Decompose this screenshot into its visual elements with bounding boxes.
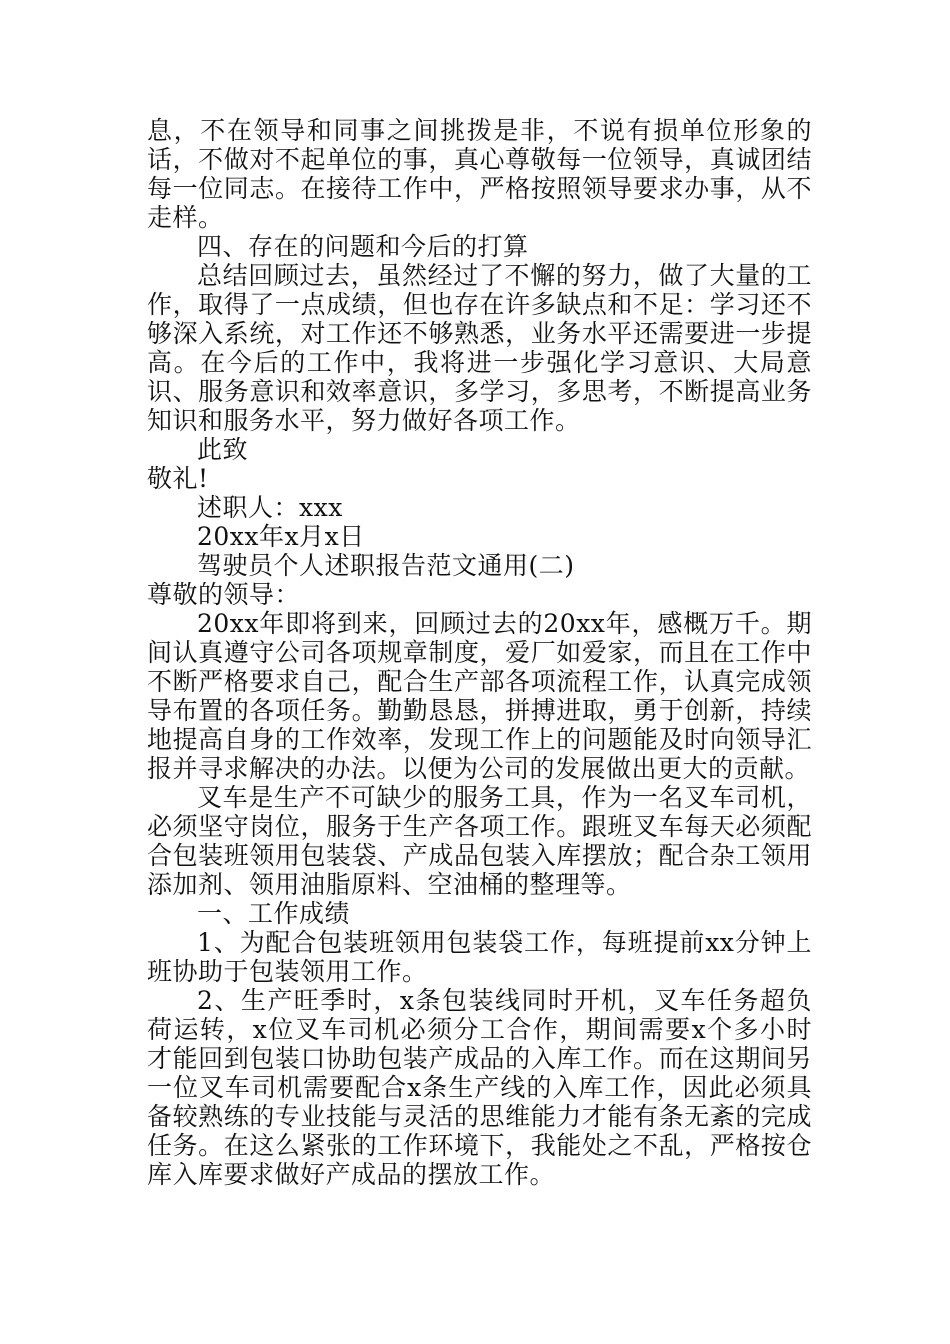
closing-salutation: 此致 (197, 435, 249, 464)
paragraph-summary: 总结回顾过去，虽然经过了不懈的努力，做了大量的工作，取得了一点成绩，但也存在许多缺点和不足：学习还不够深入系统，对工作还不够熟悉，业务水平还需要进一步提高。在今后的工作中，我将进一步强化学习意识、大局意识、服务意识和效率意识，多学习，多思考，不断提高业务知识和服务水平，努力做好各项工作。 (147, 261, 812, 435)
paragraph-forklift: 叉车是生产不可缺少的服务工具，作为一名叉车司机，必须坚守岗位，服务于生产各项工作。跟班叉车每天必须配合包装班领用包装袋、产成品包装入库摆放；配合杂工领用添加剂、领用油脂原料、空油桶的整理等。 (147, 783, 812, 899)
signature-reporter: 述职人：xxx (197, 493, 343, 522)
closing-respect: 敬礼! (147, 464, 209, 493)
signature-date: 20xx年x月x日 (197, 522, 365, 551)
section-heading-1: 一、工作成绩 (197, 899, 351, 928)
list-item-2: 2、生产旺季时，x条包装线同时开机，叉车任务超负荷运转，x位叉车司机必须分工合作，期间需要x个多小时才能回到包装口协助包装产成品的入库工作。而在这期间另一位叉车司机需要配合x条生产线的入库工作，因此必须具备较熟练的专业技能与灵活的思维能力才能有条无紊的完成任务。在这么紧张的工作环境下，我能处之不乱，严格按仓库入库要求做好产成品的摆放工作。 (147, 986, 812, 1189)
section-heading-4: 四、存在的问题和今后的打算 (197, 232, 529, 261)
list-item-1: 1、为配合包装班领用包装袋工作，每班提前xx分钟上班协助于包装领用工作。 (147, 928, 812, 986)
document-subtitle: 驾驶员个人述职报告范文通用(二) (197, 551, 575, 580)
paragraph-intro: 20xx年即将到来，回顾过去的20xx年，感概万千。期间认真遵守公司各项规章制度，爱厂如爱家，而且在工作中不断严格要求自己，配合生产部各项流程工作，认真完成领导布置的各项任务。勤勤恳恳，拼搏进取，勇于创新，持续地提高自身的工作效率，发现工作上的问题能及时向领导汇报并寻求解决的办法。以便为公司的发展做出更大的贡献。 (147, 609, 812, 783)
paragraph-1: 息，不在领导和同事之间挑拨是非，不说有损单位形象的话，不做对不起单位的事，真心尊敬每一位领导，真诚团结每一位同志。在接待工作中，严格按照领导要求办事，从不走样。 (147, 116, 812, 232)
greeting: 尊敬的领导： (147, 580, 301, 609)
document-body (147, 116, 812, 1189)
